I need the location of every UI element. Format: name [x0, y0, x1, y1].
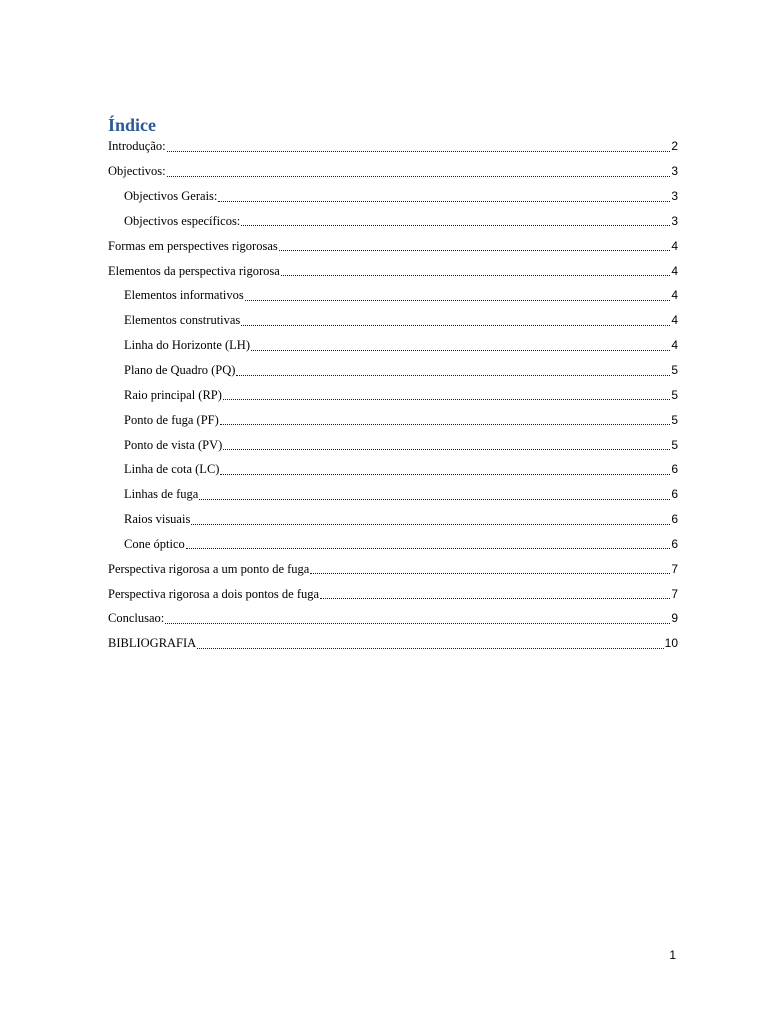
toc-entry[interactable] — [108, 507, 678, 532]
toc-entry-page[interactable]: 6 — [671, 462, 678, 477]
toc-entry[interactable] — [108, 308, 678, 333]
toc-entry-title[interactable]: Objectivos específicos: — [124, 213, 241, 228]
toc-entry-page[interactable]: 4 — [671, 313, 678, 328]
toc-dot-leader — [220, 424, 671, 425]
toc-entry[interactable] — [108, 631, 678, 656]
toc-entry-page[interactable]: 3 — [671, 189, 678, 204]
toc-entry-page[interactable]: 7 — [671, 586, 678, 601]
toc-entry-title[interactable]: Elementos da perspectiva rigorosa — [108, 263, 280, 278]
toc-entry[interactable] — [108, 407, 678, 432]
toc-dot-leader — [199, 499, 670, 500]
toc-entry-title[interactable]: Elementos construtivas — [124, 313, 241, 328]
toc-dot-leader — [197, 648, 663, 649]
toc-entry[interactable] — [108, 258, 678, 283]
toc-entry-page[interactable]: 6 — [671, 487, 678, 502]
toc-entry[interactable] — [108, 333, 678, 358]
toc-entry[interactable] — [108, 382, 678, 407]
toc-dot-leader — [191, 524, 670, 525]
toc-entry-title[interactable]: Objectivos: — [108, 164, 166, 179]
toc-entry[interactable] — [108, 233, 678, 258]
toc-dot-leader — [281, 275, 670, 276]
toc-entry-page[interactable]: 5 — [671, 363, 678, 378]
toc-entry-title[interactable]: Introdução: — [108, 139, 166, 154]
toc-dot-leader — [310, 573, 670, 574]
toc-entry-page[interactable]: 2 — [671, 139, 678, 154]
toc-entry-title[interactable]: BIBLIOGRAFIA — [108, 636, 197, 651]
toc-entry[interactable] — [108, 606, 678, 631]
toc-entry-page[interactable]: 5 — [671, 437, 678, 452]
toc-entry[interactable] — [108, 184, 678, 209]
toc-entry[interactable] — [108, 482, 678, 507]
toc-entry[interactable] — [108, 581, 678, 606]
toc-entry-page[interactable]: 6 — [671, 512, 678, 527]
toc-entry[interactable] — [108, 457, 678, 482]
toc-entry-title[interactable]: Conclusao: — [108, 611, 165, 626]
toc-dot-leader — [236, 375, 670, 376]
toc-dot-leader — [186, 548, 671, 549]
toc-entry-page[interactable]: 3 — [671, 164, 678, 179]
toc-entry-title[interactable]: Linha de cota (LC) — [124, 462, 220, 477]
toc-entry-title[interactable]: Linha do Horizonte (LH) — [124, 338, 251, 353]
page-number: 1 — [669, 948, 676, 962]
toc-entry-title[interactable]: Elementos informativos — [124, 288, 244, 303]
toc-entry[interactable] — [108, 209, 678, 234]
toc-dot-leader — [220, 474, 670, 475]
toc-entry-title[interactable]: Cone óptico — [124, 536, 185, 551]
toc-entry-page[interactable]: 4 — [671, 238, 678, 253]
toc-entry-title[interactable]: Formas em perspectives rigorosas — [108, 238, 278, 253]
toc-dot-leader — [223, 399, 670, 400]
toc-entry[interactable] — [108, 432, 678, 457]
toc-entry-title[interactable]: Ponto de fuga (PF) — [124, 412, 219, 427]
toc-entry-title[interactable]: Ponto de vista (PV) — [124, 437, 223, 452]
toc-entry-title[interactable]: Linhas de fuga — [124, 487, 199, 502]
toc-entry-page[interactable]: 5 — [671, 412, 678, 427]
toc-entry[interactable] — [108, 159, 678, 184]
toc-entry-page[interactable]: 10 — [664, 636, 678, 651]
toc-dot-leader — [223, 449, 670, 450]
toc-dot-leader — [218, 201, 670, 202]
toc-dot-leader — [167, 176, 671, 177]
toc-entry-title[interactable]: Objectivos Gerais: — [124, 189, 218, 204]
toc-dot-leader — [241, 225, 670, 226]
toc-entry-page[interactable]: 6 — [671, 536, 678, 551]
toc-dot-leader — [165, 623, 670, 624]
toc-entry[interactable] — [108, 134, 678, 159]
toc-entry-title[interactable]: Perspectiva rigorosa a dois pontos de fuga — [108, 586, 320, 601]
toc-entry-page[interactable]: 4 — [671, 288, 678, 303]
toc-heading: Índice — [108, 115, 157, 135]
toc-dot-leader — [241, 325, 670, 326]
toc-entry-title[interactable]: Plano de Quadro (PQ) — [124, 363, 236, 378]
toc-dot-leader — [251, 350, 670, 351]
toc-entry-title[interactable]: Perspectiva rigorosa a um ponto de fuga — [108, 561, 310, 576]
toc-dot-leader — [245, 300, 671, 301]
toc-dot-leader — [279, 250, 671, 251]
toc-entry-page[interactable]: 4 — [671, 338, 678, 353]
toc-entry-page[interactable]: 9 — [671, 611, 678, 626]
toc-dot-leader — [320, 598, 670, 599]
toc-dot-leader — [167, 151, 671, 152]
toc-entry[interactable] — [108, 358, 678, 383]
toc-entry-title[interactable]: Raios visuais — [124, 512, 191, 527]
toc-entry[interactable] — [108, 283, 678, 308]
table-of-contents — [108, 134, 678, 656]
toc-entry-page[interactable]: 5 — [671, 387, 678, 402]
toc-entry-title[interactable]: Raio principal (RP) — [124, 387, 222, 402]
toc-entry-page[interactable]: 7 — [671, 561, 678, 576]
toc-entry[interactable] — [108, 532, 678, 557]
toc-entry-page[interactable]: 4 — [671, 263, 678, 278]
toc-entry-page[interactable]: 3 — [671, 213, 678, 228]
toc-entry[interactable] — [108, 556, 678, 581]
